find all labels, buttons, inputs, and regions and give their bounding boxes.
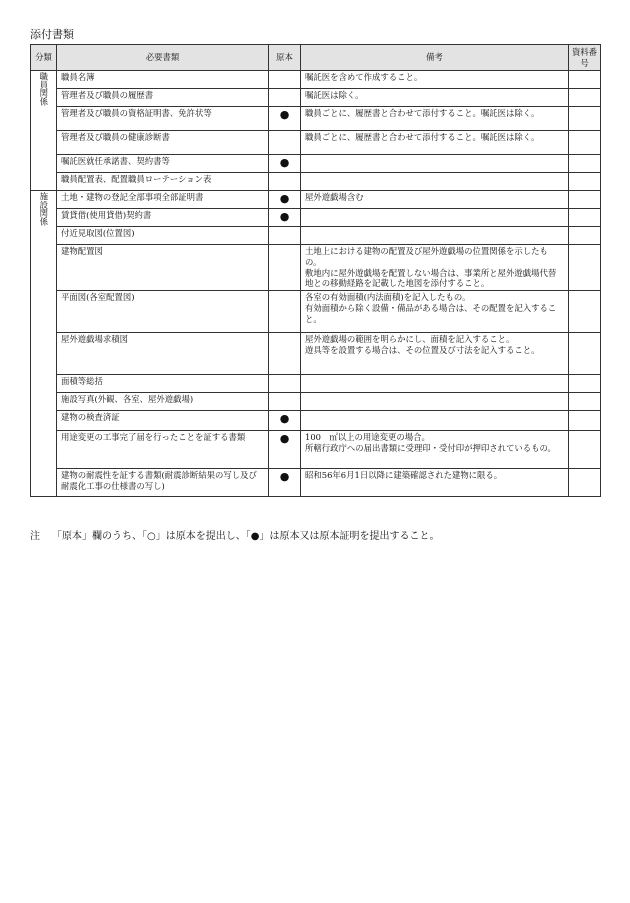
remarks-cell: 屋外遊戯場含む [301,191,569,209]
document-name-cell: 管理者及び職員の履歴書 [57,89,269,107]
table-row [31,89,601,107]
footnote [30,527,439,542]
ref-no-cell[interactable] [569,89,601,107]
original-mark-cell [269,173,301,191]
original-mark-cell [269,393,301,411]
original-mark-cell [269,291,301,333]
table-row [31,291,601,333]
document-name-cell: 管理者及び職員の資格証明書、免許状等 [57,107,269,131]
document-name-cell: 建物の検査済証 [57,411,269,431]
document-name-cell: 管理者及び職員の健康診断書 [57,131,269,155]
original-mark-cell: ● [269,107,301,131]
remarks-cell: 屋外遊戯場の範囲を明らかにし、面積を記入すること。 遊具等を設置する場合は、その位置及び寸法を記入すること。 [301,333,569,375]
document-name-cell: 付近見取図(位置図) [57,227,269,245]
remarks-cell [301,173,569,191]
header-category: 分類 [31,45,57,71]
ref-no-cell[interactable] [569,393,601,411]
table-row [31,131,601,155]
table-row [31,375,601,393]
header-ref-no: 資料番号 [569,45,601,71]
table-row [31,227,601,245]
table-row [31,333,601,375]
table-row [31,411,601,431]
document-name-cell: 職員名簿 [57,71,269,89]
table-row [31,155,601,173]
table-row [31,191,601,209]
ref-no-cell[interactable] [569,155,601,173]
remarks-cell: 職員ごとに、履歴書と合わせて添付すること。嘱託医は除く。 [301,131,569,155]
original-mark-cell [269,71,301,89]
category-cell [31,71,57,191]
ref-no-cell[interactable] [569,245,601,291]
original-mark-cell: ● [269,191,301,209]
table-row [31,469,601,497]
page-title: 添付書類 [30,28,74,41]
document-name-cell: 用途変更の工事完了届を行ったことを証する書類 [57,431,269,469]
original-mark-cell [269,375,301,393]
document-name-cell: 施設写真(外観、各室、屋外遊戯場) [57,393,269,411]
ref-no-cell[interactable] [569,131,601,155]
ref-no-cell[interactable] [569,411,601,431]
original-mark-cell [269,333,301,375]
original-mark-cell: ● [269,431,301,469]
category-label: 施設関係 [38,192,49,226]
table-row [31,71,601,89]
table-row [31,107,601,131]
remarks-cell [301,393,569,411]
header-remarks: 備考 [301,45,569,71]
document-name-cell: 屋外遊戯場求積図 [57,333,269,375]
ref-no-cell[interactable] [569,173,601,191]
ref-no-cell[interactable] [569,469,601,497]
header-row [31,45,601,71]
original-mark-cell [269,245,301,291]
ref-no-cell[interactable] [569,375,601,393]
attached-documents-table [30,44,601,497]
remarks-cell: 各室の有効面積(内法面積)を記入したもの。 有効面積から除く設備・備品がある場合は、その配置を記入すること。 [301,291,569,333]
original-mark-cell [269,89,301,107]
remarks-cell: 100 ㎡以上の用途変更の場合。 所轄行政庁への届出書類に受理印・受付印が押印されているもの。 [301,431,569,469]
ref-no-cell[interactable] [569,191,601,209]
ref-no-cell[interactable] [569,291,601,333]
footnote-text: 「原本」欄のうち、「○」は原本を提出し、「●」は原本又は原本証明を提出すること。 [52,531,440,542]
category-label: 職員関係 [38,72,49,106]
remarks-cell: 嘱託医は除く。 [301,89,569,107]
document-name-cell: 職員配置表、配置職員ローテーション表 [57,173,269,191]
remarks-cell [301,155,569,173]
document-name-cell: 賃貸借(使用貸借)契約書 [57,209,269,227]
document-name-cell: 土地・建物の登記全部事項全部証明書 [57,191,269,209]
document-name-cell: 建物の耐震性を証する書類(耐震診断結果の写し及び耐震化工事の仕様書の写し) [57,469,269,497]
table-row [31,393,601,411]
original-mark-cell: ● [269,209,301,227]
document-name-cell: 面積等総括 [57,375,269,393]
table-row [31,431,601,469]
original-mark-cell: ● [269,469,301,497]
document-name-cell: 平面図(各室配置図) [57,291,269,333]
remarks-cell: 職員ごとに、履歴書と合わせて添付すること。嘱託医は除く。 [301,107,569,131]
ref-no-cell[interactable] [569,333,601,375]
ref-no-cell[interactable] [569,107,601,131]
table-row [31,245,601,291]
document-name-cell: 建物配置図 [57,245,269,291]
ref-no-cell[interactable] [569,227,601,245]
remarks-cell [301,209,569,227]
table-row [31,173,601,191]
category-cell [31,191,57,497]
remarks-cell: 土地上における建物の配置及び屋外遊戯場の位置関係を示したもの。 敷地内に屋外遊戯場を配置しない場合は、事業所と屋外遊戯場代替地との移動経路を記載した地図を添付すること。 [301,245,569,291]
remarks-cell [301,375,569,393]
footnote-lead: 注 [30,531,40,542]
original-mark-cell [269,131,301,155]
header-required-docs: 必要書類 [57,45,269,71]
remarks-cell [301,227,569,245]
original-mark-cell [269,227,301,245]
remarks-cell: 嘱託医を含めて作成すること。 [301,71,569,89]
table-row [31,209,601,227]
ref-no-cell[interactable] [569,431,601,469]
header-original: 原本 [269,45,301,71]
remarks-cell: 昭和56年6月1日以降に建築確認された建物に限る。 [301,469,569,497]
ref-no-cell[interactable] [569,71,601,89]
original-mark-cell: ● [269,411,301,431]
remarks-cell [301,411,569,431]
document-name-cell: 嘱託医就任承諾書、契約書等 [57,155,269,173]
original-mark-cell: ● [269,155,301,173]
ref-no-cell[interactable] [569,209,601,227]
